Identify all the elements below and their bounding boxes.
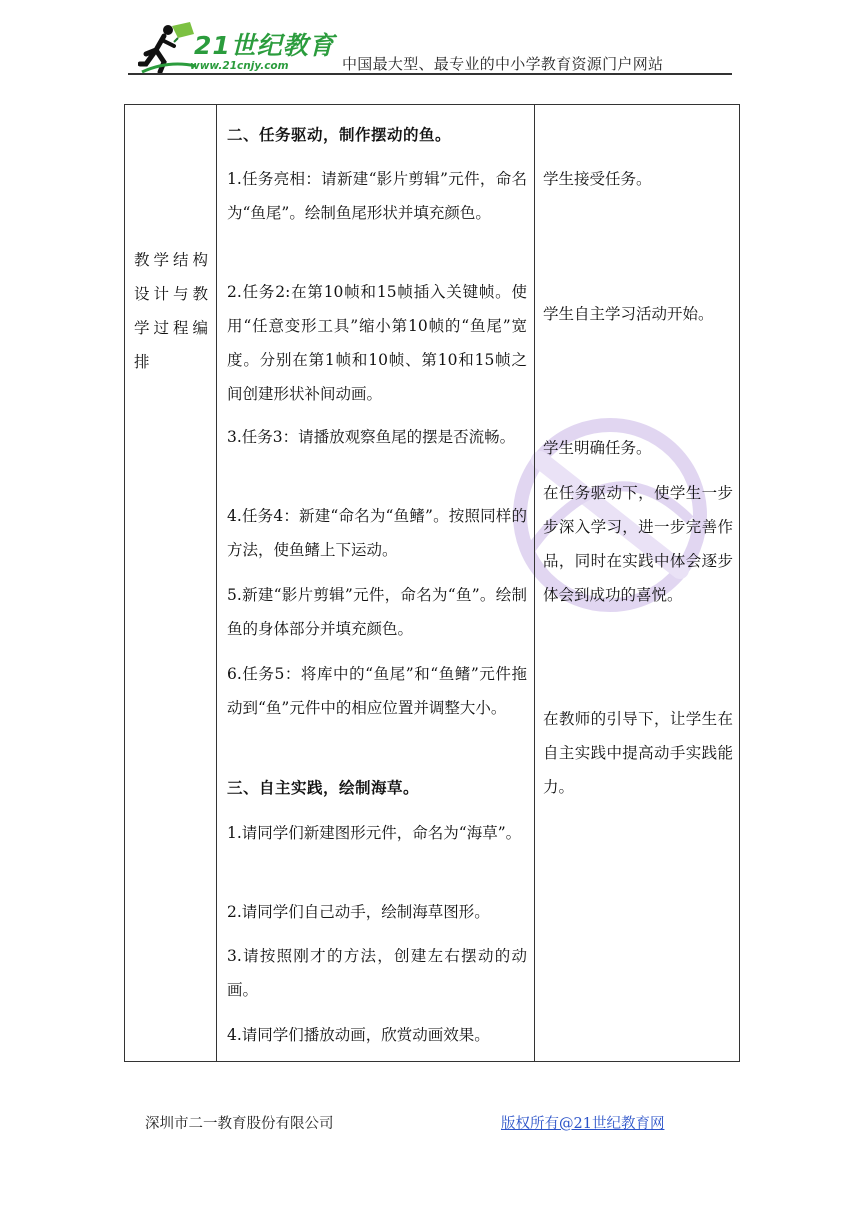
site-logo[interactable]	[138, 20, 338, 76]
row-label: 教学结构设计与教学过程编排	[134, 251, 213, 371]
student-note: 学生明确任务。	[543, 439, 652, 457]
teacher-step: 3.任务3：请播放观察鱼尾的摆是否流畅。	[227, 428, 516, 446]
student-note: 学生接受任务。	[543, 170, 652, 188]
section-heading: 二、任务驱动，制作摆动的鱼。	[227, 125, 452, 144]
teacher-step: 3.请按照刚才的方法，创建左右摆动的动画。	[227, 947, 527, 999]
header-divider	[128, 73, 732, 75]
footer-copyright-link[interactable]: 版权所有@21世纪教育网	[501, 1116, 665, 1132]
teacher-step: 4.请同学们播放动画，欣赏动画效果。	[227, 1026, 490, 1044]
teacher-step: 2.请同学们自己动手，绘制海草图形。	[227, 903, 490, 921]
teacher-step: 1.任务亮相：请新建“影片剪辑”元件，命名为“鱼尾”。绘制鱼尾形状并填充颜色。	[227, 170, 527, 222]
teacher-step: 5.新建“影片剪辑”元件，命名为“鱼”。绘制鱼的身体部分并填充颜色。	[227, 586, 527, 638]
teacher-step: 2.任务2:在第10帧和15帧插入关键帧。使用“任意变形工具”缩小第10帧的“鱼尾”宽度。分别在第1帧和10帧、第10和15帧之间创建形状补间动画。	[227, 283, 527, 403]
row-label-cell	[125, 105, 217, 1061]
teacher-step: 1.请同学们新建图形元件，命名为“海草”。	[227, 824, 522, 842]
teacher-activity-cell	[217, 105, 535, 1061]
student-note: 在任务驱动下，使学生一步步深入学习，进一步完善作品，同时在实践中体会逐步体会到成功的喜悦。	[543, 484, 733, 604]
logo-url-text: www.21cnjy.com	[190, 60, 289, 72]
student-note: 学生自主学习活动开始。	[543, 305, 714, 323]
lesson-table	[124, 104, 740, 1062]
site-tagline: 中国最大型、最专业的中小学教育资源门户网站	[342, 55, 664, 73]
student-note: 在教师的引导下，让学生在自主实践中提高动手实践能力。	[543, 710, 733, 796]
teacher-step: 4.任务4：新建“命名为“鱼鳍”。按照同样的方法，使鱼鳍上下运动。	[227, 507, 527, 559]
student-activity-cell	[535, 105, 739, 1061]
teacher-step: 6.任务5：将库中的“鱼尾”和“鱼鳍”元件拖动到“鱼”元件中的相应位置并调整大小。	[227, 665, 527, 717]
footer-company: 深圳市二一教育股份有限公司	[145, 1116, 334, 1132]
logo-brand-text: 21世纪教育	[194, 31, 335, 60]
section-heading: 三、自主实践，绘制海草。	[227, 778, 420, 797]
runner-logo-icon	[138, 20, 198, 76]
page-header	[0, 0, 860, 80]
